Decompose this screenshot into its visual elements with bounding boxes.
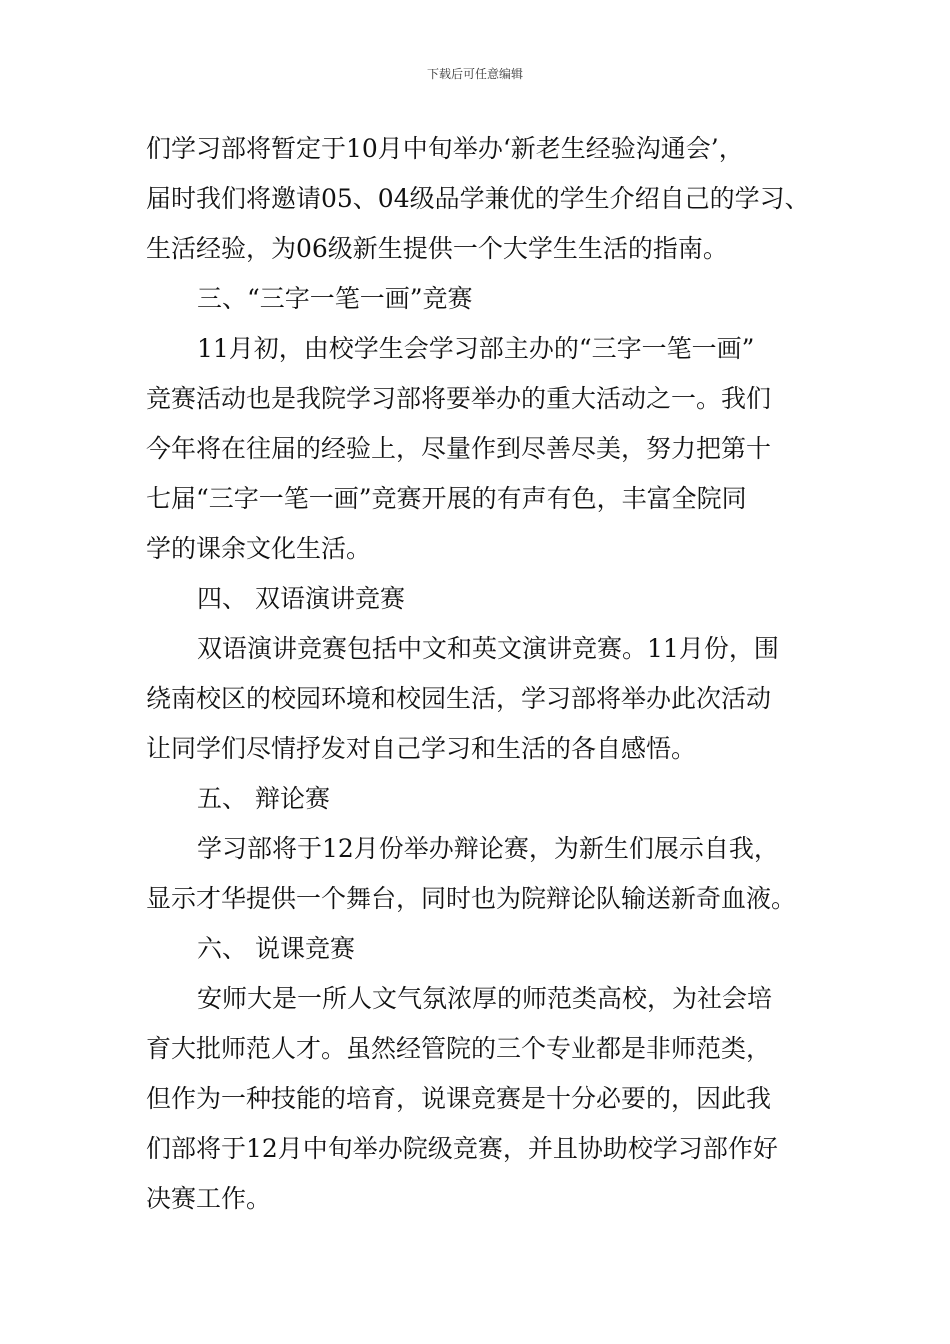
section-heading-4: 四、 双语演讲竞赛 (197, 584, 405, 613)
paragraph-line: 让同学们尽情抒发对自己学习和生活的各自感悟。 (146, 734, 697, 763)
section-heading-6: 六、 说课竞赛 (197, 934, 355, 963)
paragraph-line: 育大批师范人才。虽然经管院的三个专业都是非师范类， (146, 1034, 772, 1063)
paragraph-line: 竞赛活动也是我院学习部将要举办的重大活动之一。我们 (146, 384, 772, 413)
paragraph-line: 今年将在往届的经验上，尽量作到尽善尽美，努力把第十 (146, 434, 772, 463)
section-heading-3: 三、“三字一笔一画”竞赛 (197, 284, 473, 313)
page-header: 下载后可任意编辑 (426, 67, 523, 81)
paragraph-line: 学的课余文化生活。 (146, 534, 372, 563)
paragraph-line: 11月初，由校学生会学习部主办的“三字一笔一画” (197, 334, 755, 363)
paragraph-line: 七届“三字一笔一画”竞赛开展的有声有色，丰富全院同 (146, 484, 747, 513)
paragraph-line: 安师大是一所人文气氛浓厚的师范类高校，为社会培 (197, 984, 773, 1013)
paragraph-line: 生活经验，为06级新生提供一个大学生生活的指南。 (146, 234, 728, 263)
section-heading-5: 五、 辩论赛 (197, 784, 330, 813)
paragraph-line: 但作为一种技能的培育，说课竞赛是十分必要的，因此我 (146, 1084, 772, 1113)
paragraph-line: 显示才华提供一个舞台，同时也为院辩论队输送新奇血液。 (146, 884, 797, 913)
paragraph-line: 们部将于12月中旬举办院级竞赛，并且协助校学习部作好 (146, 1134, 778, 1163)
document-body (146, 124, 816, 1224)
paragraph-line: 决赛工作。 (146, 1184, 272, 1213)
paragraph-line: 们学习部将暂定于10月中旬举办‘新老生经验沟通会’， (146, 134, 744, 163)
paragraph-line: 绕南校区的校园环境和校园生活，学习部将举办此次活动 (146, 684, 772, 713)
paragraph-line: 届时我们将邀请05、04级品学兼优的学生介绍自己的学习、 (146, 184, 810, 213)
paragraph-line: 双语演讲竞赛包括中文和英文演讲竞赛。11月份，围 (197, 634, 779, 663)
paragraph-line: 学习部将于12月份举办辩论赛，为新生们展示自我， (197, 834, 779, 863)
